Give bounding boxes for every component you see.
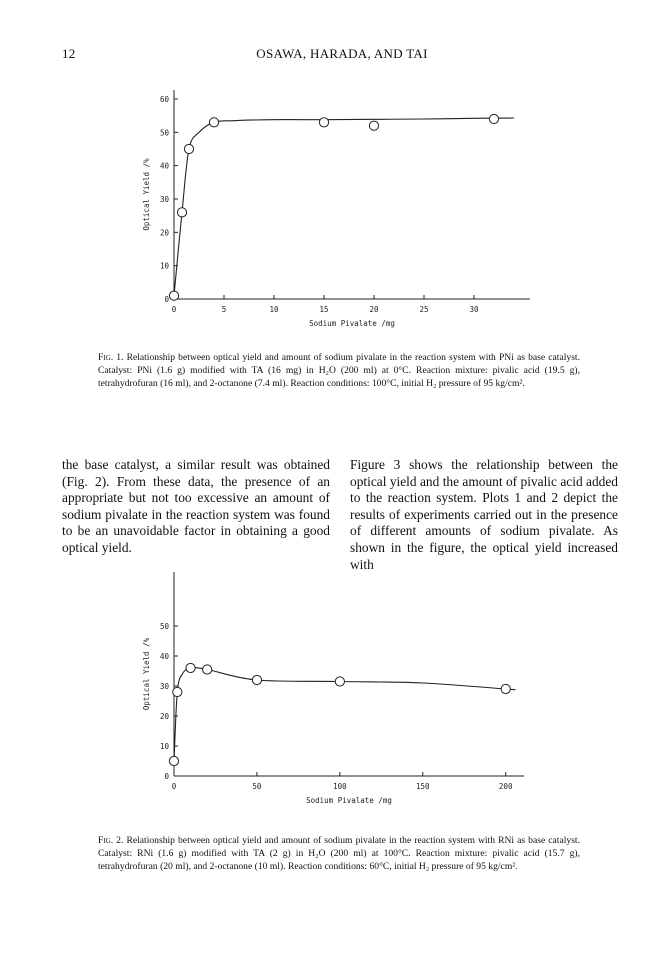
left-column-paragraph: the base catalyst, a similar result was obtained (Fig. 2). From these data, the presence of an appropriate but not too excessive an amount of sodium pivalate in the reaction system was found to be an unavoidable factor in obtaining a good optical yield. [62,457,330,555]
fig2-x-tick-label: 0 [171,782,177,791]
fig2-x-tick-label: 50 [252,782,262,791]
fig2-y-tick-label: 10 [159,742,169,751]
figure-1-label: Fig. 1. [98,352,124,363]
figure-2-caption-text: Relationship between optical yield and amount of sodium pivalate in the reaction system with RNi as base catalyst. Catalyst: RNi (1.6 g) modified with TA (2 g) in H₂O (200 ml) at 100°C. Reaction mixture: pivalic acid (15.7 g), tetrahydrofuran (20 ml), and 2-octanone (10 ml). Reaction conditions: 60°C, initial H₂ pressure of 95 kg/cm². [98,835,580,872]
fig1-x-tick-label: 10 [269,305,279,314]
figure-1-caption-text: Relationship between optical yield and amount of sodium pivalate in the reaction system with PNi as base catalyst. Catalyst: PNi (1.6 g) modified with TA (16 mg) in H₂O (200 ml) at 0°C. Reaction mixture: pivalic acid (19.5 g), tetrahydrofuran (16 ml), and 2-octanone (7.4 ml). Reaction conditions: 100°C, initial H₂ pressure of 95 kg/cm². [98,352,580,389]
fig2-y-tick-label: 50 [159,622,169,631]
fig1-x-tick-label: 25 [419,305,429,314]
fig1-x-tick-label: 30 [469,305,479,314]
fig1-y-tick-label: 20 [159,228,169,238]
fig2-y-tick-label: 20 [159,712,169,721]
fig2-y-axis-label: Optical Yield /% [142,637,151,711]
fig1-x-tick-label: 20 [369,305,379,314]
fig1-y-tick-label: 10 [159,261,169,271]
fig1-x-tick-label: 15 [319,305,329,314]
fig2-y-tick-label: 0 [164,772,169,781]
fig1-y-tick-label: 40 [159,161,169,171]
fig2-data-point [169,756,178,765]
fig2-data-point [186,663,195,672]
fig2-x-tick-label: 200 [498,782,513,791]
fig1-y-axis-label: Optical Yield /% [142,158,151,231]
fig1-y-tick-label: 60 [159,95,169,104]
running-head: OSAWA, HARADA, AND TAI [256,46,428,61]
fig2-data-point [501,684,510,693]
fig2-x-tick-label: 150 [416,782,430,791]
right-column-paragraph: Figure 3 shows the relationship between the optical yield and the amount of pivalic acid added to the reaction system. Plots 1 and 2 depict the results of experiments carried out in the presence of different amounts of sodium pivalate. As shown in the figure, the optical yield increased with [350,457,618,572]
page-number: 12 [62,46,76,61]
fig2-x-tick-label: 100 [333,782,347,791]
fig2-y-tick-label: 30 [159,682,169,691]
figure-2-caption [98,834,580,873]
fig1-x-tick-label: 0 [171,305,177,314]
fig2-x-axis-label: Sodium Pivalate /mg [306,796,392,805]
fig2-data-point [203,665,212,674]
fig1-y-tick-label: 50 [159,128,169,138]
fig2-data-point [252,675,261,684]
fig1-x-axis-label: Sodium Pivalate /mg [309,319,395,328]
fig2-y-tick-label: 40 [159,652,169,661]
fig1-y-zero-label: 0 [164,295,169,304]
fig1-y-tick-label: 30 [159,195,169,204]
fig2-data-point [335,677,344,686]
figure-2-label: Fig. 2. [98,835,124,846]
fig2-data-point [173,687,182,696]
fig1-x-tick-label: 5 [221,305,227,314]
